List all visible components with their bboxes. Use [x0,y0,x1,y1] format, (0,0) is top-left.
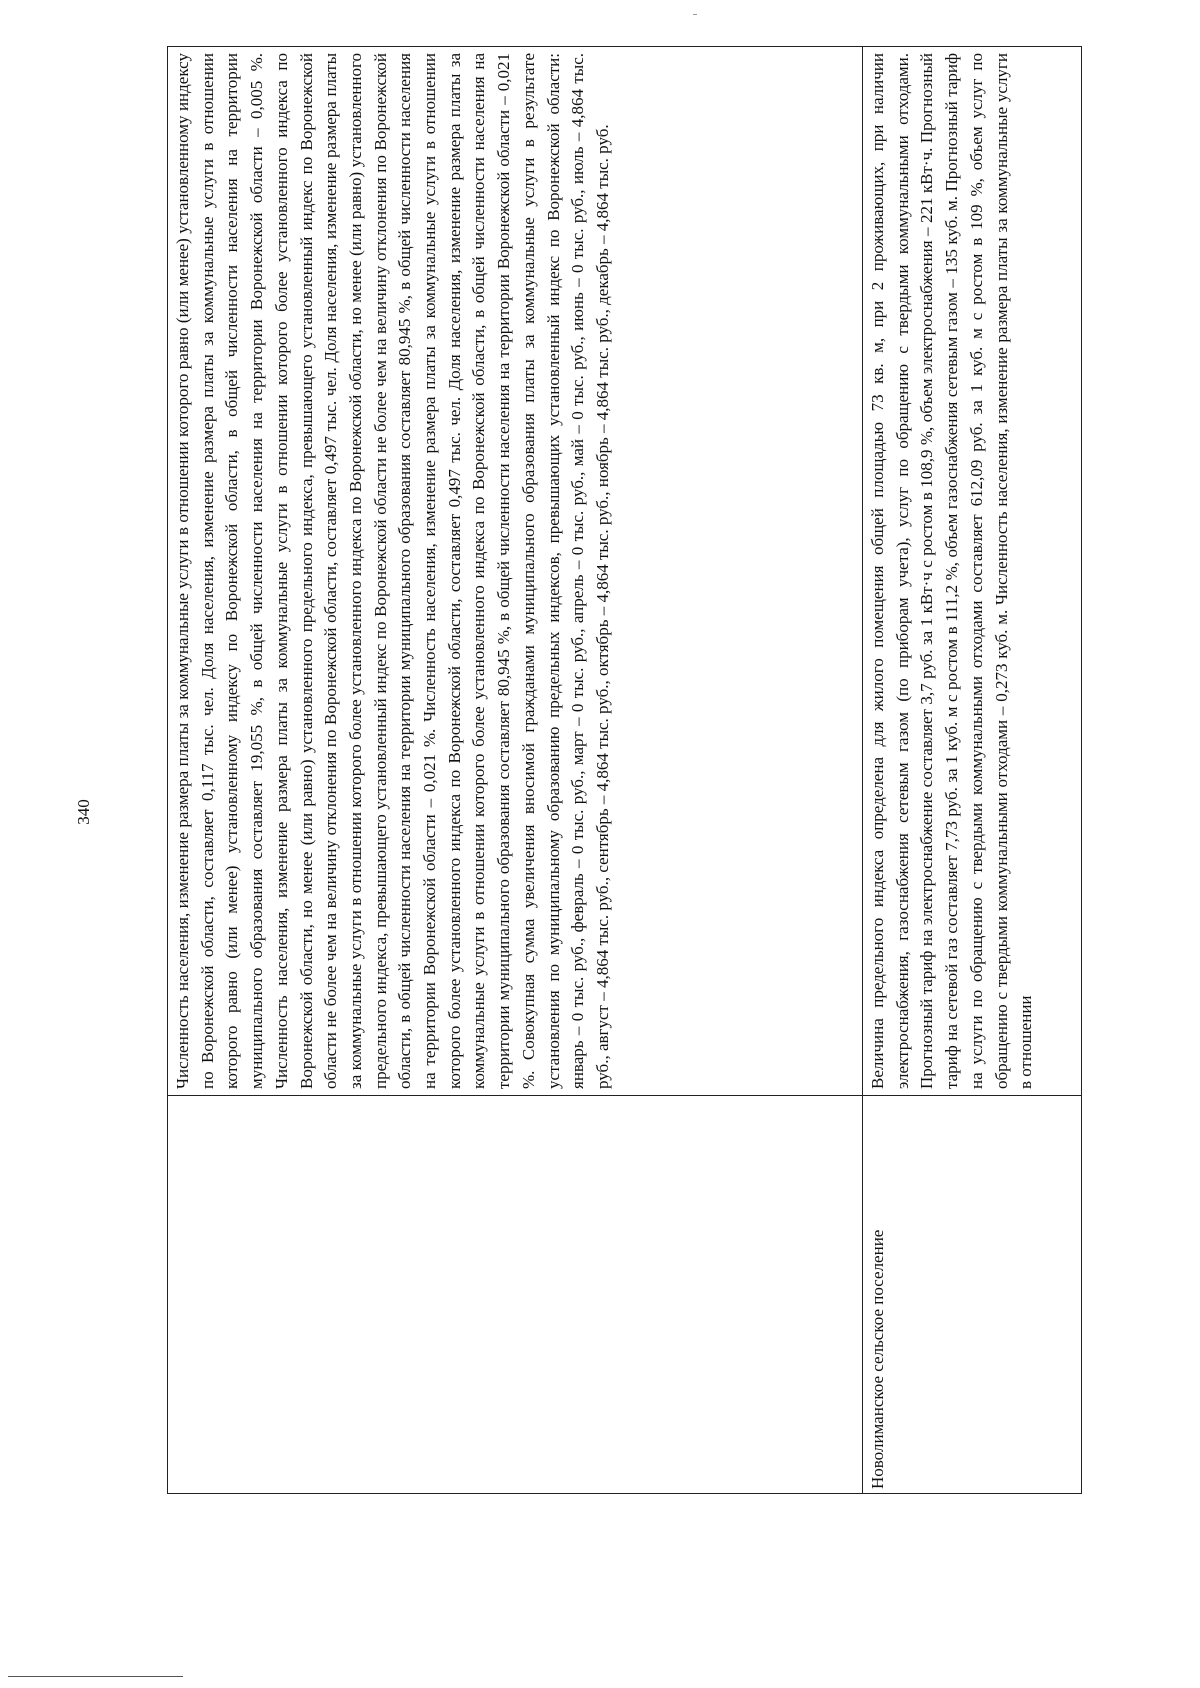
settlement-name-cell [168,1095,862,1493]
scan-mark [693,14,697,15]
settlement-name-cell: Новолиманское сельское поселение [863,1095,1081,1493]
table-row [863,46,1081,1494]
table-row [168,46,863,1494]
description-cell: Величина предельного индекса определена для жилого помещения общей площадью 73 кв. м, при 2 проживающих, при наличии электроснабжения, газоснабжения сетевым газом (по приборам учета), услуг по обращению с твердыми коммунальными отходами. Прогнозный тариф на электроснабжение составляет 3,7 руб. за 1 кВт·ч с ростом в 108,9 %, объем электроснабжения – 221 кВт·ч. Прогнозный тариф на сетевой газ составляет 7,73 руб. за 1 куб. м с ростом в 111,2 %, объем газоснабжения сетевым газом – 135 куб. м. Прогнозный тариф на услуги по обращению с твердыми коммунальными отходами составляет 612,09 руб. за 1 куб. м с ростом в 109 %, объем услуг по обращению с твердыми коммунальными отходами – 0,273 куб. м. Численность населения, изменение размера платы за коммунальные услуги в отношении [868,53,1036,1089]
description-cell: Численность населения, изменение размера платы за коммунальные услуги в отношении которого равно (или менее) установленному индексу по Воронежской области, составляет 0,117 тыс. чел. Доля населения, изменение размера платы за коммунальные услуги в отношении которого равно (или менее) установленному индексу по Воронежской области, в общей численности населения на территории муниципального образования составляет 19,055 %, в общей численности населения на территории Воронежской области – 0,005 %. Численность населения, изменение размера платы за коммунальные услуги в отношении которого более установленного индекса по Воронежской области, но менее (или равно) установленного предельного индекса, превышающего установленный индекс по Воронежской области не более чем на величину отклонения по Воронежской области, составляет 0,497 тыс. чел. Доля населения, изменение размера платы за коммунальные услуги в отношении которого более установленного индекса по Воронежской области, но менее (или равно) установленного предельного индекса, превышающего установленный индекс по Воронежской области не более чем на величину отклонения по Воронежской области, в общей численности населения на территории муниципального образования составляет 80,945 %, в общей численности населения на территории Воронежской области – 0,021 %. Численность населения, изменение размера платы за коммунальные услуги в отношении которого более установленного индекса по Воронежской области, составляет 0,497 тыс. чел. Доля населения, изменение размера платы за коммунальные услуги в отношении которого более установленного индекса по Воронежской области, в общей численности населения на территории муниципального образования составляет 80,945 %, в общей численности населения на территории Воронежской области – 0,021 %. Совокупная сумма увеличения вносимой гражданами муниципального образования платы за коммунальные услуги в результате установления по муниципальному образованию предельных индексов, превышающих установленный индекс по Воронежской области: январь – 0 тыс. руб., февраль – 0 тыс. руб., март – 0 тыс. руб., апрель – 0 тыс. руб., май – 0 тыс. руб., июнь – 0 тыс. руб., июль – 4,864 тыс. руб., август – 4,864 тыс. руб., сентябрь – 4,864 тыс. руб., октябрь – 4,864 тыс. руб., ноябрь – 4,864 тыс. руб., декабрь – 4,864 тыс. руб. [173,53,612,1089]
data-table [167,46,1082,1494]
page-number: 340 [74,799,93,825]
rotated-table-container [167,46,1082,1494]
footnote-rule [8,1676,183,1677]
